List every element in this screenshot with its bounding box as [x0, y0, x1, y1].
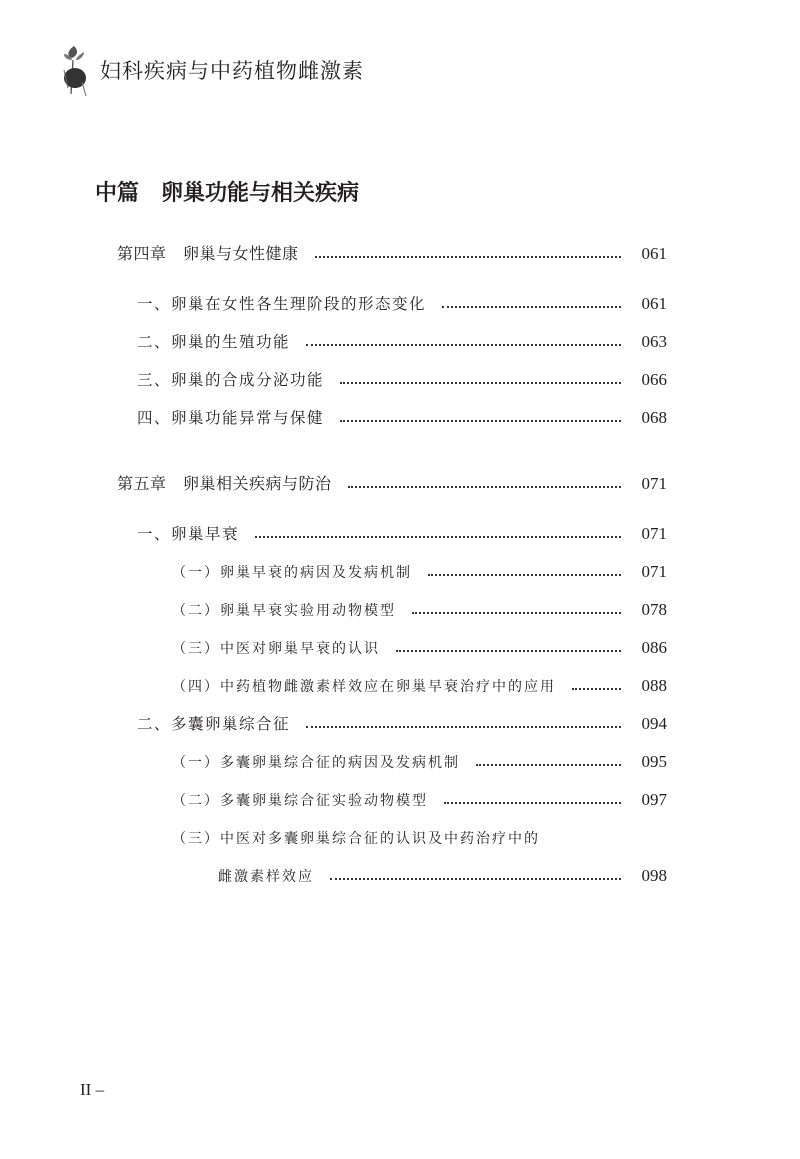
- toc-entry-title: 四、卵巢功能异常与保健: [137, 409, 325, 427]
- toc-entry[interactable]: [117, 470, 667, 494]
- leader-dots: [348, 486, 621, 488]
- toc-page-number: 097: [641, 790, 667, 809]
- leader-dots: [255, 536, 621, 538]
- toc-entry[interactable]: [172, 558, 667, 582]
- part-label: 中篇: [95, 180, 140, 206]
- toc-entry-title: 一、卵巢在女性各生理阶段的形态变化: [137, 295, 427, 313]
- toc-entry-title: 二、多囊卵巢综合征: [137, 715, 291, 733]
- toc-entry[interactable]: [137, 366, 667, 390]
- leader-dots: [412, 612, 621, 614]
- leader-dots: [315, 256, 621, 258]
- toc-page-number: 063: [641, 332, 667, 351]
- page-number: II –: [80, 1080, 105, 1099]
- toc-page-number: 086: [641, 638, 667, 657]
- toc-page-number: 095: [641, 752, 667, 771]
- toc-entry[interactable]: [137, 328, 667, 352]
- leader-dots: [306, 726, 621, 728]
- leader-dots: [444, 802, 621, 804]
- leader-dots: [428, 574, 621, 576]
- leader-dots: [396, 650, 621, 652]
- toc-page-number: 071: [641, 562, 667, 581]
- toc-entry-title: （二）多囊卵巢综合征实验动物模型: [172, 793, 428, 809]
- toc-entry-title: 第五章 卵巢相关疾病与防治: [117, 474, 332, 493]
- toc-entry-title: （一）多囊卵巢综合征的病因及发病机制: [172, 755, 460, 771]
- running-header: [58, 42, 364, 98]
- toc-page-number: 071: [641, 524, 667, 543]
- toc-entry-title: 第四章 卵巢与女性健康: [117, 244, 299, 263]
- toc-page-number: 071: [641, 474, 667, 493]
- leader-dots: [572, 688, 621, 690]
- toc-entry[interactable]: [172, 634, 667, 658]
- toc-page-number: 066: [641, 370, 667, 389]
- book-title: 妇科疾病与中药植物雌激素: [100, 59, 364, 83]
- toc-page-number: 098: [641, 866, 667, 885]
- toc-page-number: 061: [641, 244, 667, 263]
- leader-dots: [340, 420, 621, 422]
- toc-page-number: 061: [641, 294, 667, 313]
- part-heading: [95, 176, 381, 207]
- toc-entry-title: 二、卵巢的生殖功能: [137, 333, 291, 351]
- toc-entry[interactable]: [137, 404, 667, 428]
- toc-entry[interactable]: [172, 748, 667, 772]
- leader-dots: [476, 764, 621, 766]
- toc-page-number: 088: [641, 676, 667, 695]
- leader-dots: [330, 878, 621, 880]
- toc-entry[interactable]: [117, 240, 667, 264]
- toc-entry[interactable]: [172, 824, 667, 848]
- toc-entry-title: （二）卵巢早衰实验用动物模型: [172, 603, 396, 619]
- leader-dots: [340, 382, 621, 384]
- leader-dots: [306, 344, 621, 346]
- toc-entry[interactable]: [137, 520, 667, 544]
- toc-page-number: 094: [641, 714, 667, 733]
- toc-entry-title: （四）中药植物雌激素样效应在卵巢早衰治疗中的应用: [172, 679, 556, 695]
- part-title: 卵巢功能与相关疾病: [161, 180, 360, 206]
- toc-entry-title: （三）中医对卵巢早衰的认识: [172, 641, 380, 657]
- leader-dots: [442, 306, 621, 308]
- toc-entry[interactable]: [137, 710, 667, 734]
- toc-entry-title: 雌激素样效应: [218, 869, 314, 885]
- toc-page-number: 078: [641, 600, 667, 619]
- toc-entry[interactable]: [218, 862, 667, 886]
- toc-entry[interactable]: [172, 786, 667, 810]
- toc-entry[interactable]: [137, 290, 667, 314]
- toc-entry[interactable]: [172, 596, 667, 620]
- toc-page-number: 068: [641, 408, 667, 427]
- toc-entry[interactable]: [172, 672, 667, 696]
- flower-logo-icon: [58, 42, 90, 98]
- toc-entry-title: （三）中医对多囊卵巢综合征的认识及中药治疗中的: [172, 831, 540, 847]
- toc-entry-title: 一、卵巢早衰: [137, 525, 240, 543]
- toc-entry-title: （一）卵巢早衰的病因及发病机制: [172, 565, 412, 581]
- toc-entry-title: 三、卵巢的合成分泌功能: [137, 371, 325, 389]
